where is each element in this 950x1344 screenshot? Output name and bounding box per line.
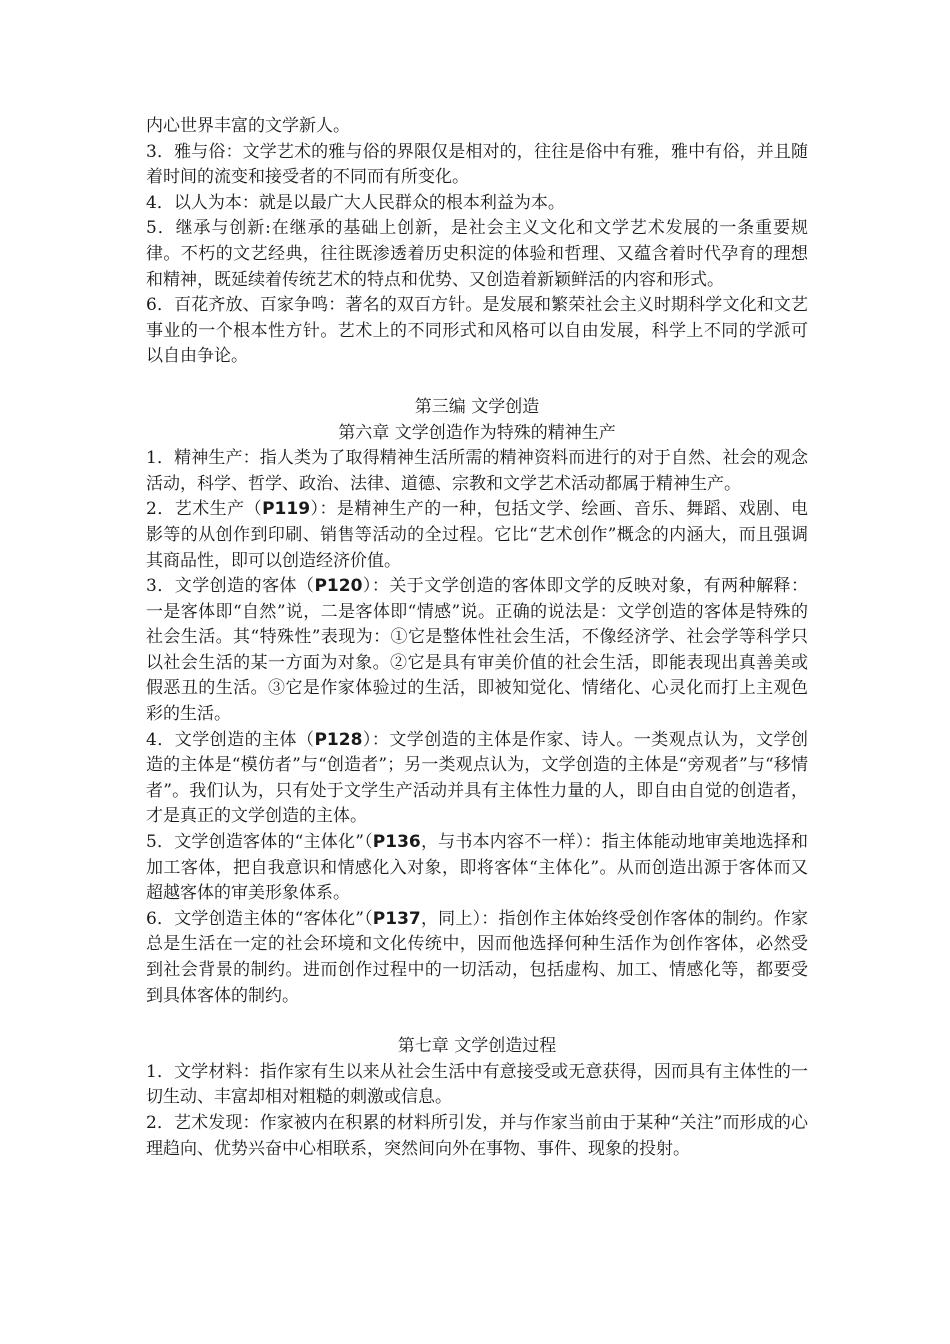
section-spacer — [146, 370, 808, 395]
item-body: ，同上）：指创作主体始终受创作客体的制约。作家总是生活在一定的社会环境和文化传统中，因而他选择何种生活作为创作客体，必然受到社会背景的制约。进而创作过程中的一切活动，包括虚构、加工、情感化等，都要受到具体客体的制约。 — [146, 908, 808, 1006]
item-body: ）：是精神生产的一种，包括文学、绘画、音乐、舞蹈、戏剧、电影等的从创作到印刷、销售等活动的全过程。它比“艺术创作”概念的内涵大，而且强调其商品性，即可以创造经济价值。 — [146, 499, 808, 571]
item-heading: 6．文学创造主体的“客体化”（ — [146, 908, 373, 929]
chapter-6-title: 第六章 文学创造作为特殊的精神生产 — [338, 422, 616, 443]
item-heading: 4．文学创造的主体（ — [146, 729, 315, 750]
page-reference: P120 — [314, 576, 363, 597]
item-heading: 3．文学创造的客体（ — [146, 576, 315, 597]
item-heading: 5．文学创造客体的“主体化”（ — [146, 832, 373, 853]
ch6-item-4 — [146, 728, 808, 830]
part-title: 第三编 文学创造 — [414, 396, 540, 417]
chapter-7-title: 第七章 文学创造过程 — [397, 1036, 557, 1057]
ch6-item-2 — [146, 497, 808, 574]
item-body: ）：文学创造的主体是作家、诗人。一类观点认为，文学创造的主体是“模仿者”与“创造者”；另一类观点认为，文学创造的主体是“旁观者”与“移情者”。我们认为，只有处于文学生产活动并具有主体性力量的人，即自由自觉的创造者，才是真正的文学创造的主体。 — [146, 729, 808, 827]
ch6-item-5 — [146, 830, 808, 907]
intro-paragraph-continuation: 内心世界丰富的文学新人。 — [146, 116, 350, 136]
ch7-item-1: 1．文学材料：指作家有生以来从社会生活中有意接受或无意获得，因而具有主体性的一切生动、丰富却相对粗糙的刺激或信息。 — [146, 1061, 808, 1108]
page-reference: P136 — [372, 832, 421, 853]
section-spacer — [146, 1009, 808, 1034]
ch6-item-1: 1．精神生产：指人类为了取得精神生活所需的精神资料而进行的对于自然、社会的观念活动，科学、哲学、政治、法律、道德、宗教和文学艺术活动都属于精神生产。 — [146, 448, 808, 494]
intro-item-6: 6．百花齐放、百家争鸣：著名的双百方针。是发展和繁荣社会主义时期科学文化和文艺事业的一个根本性方针。艺术上的不同形式和风格可以自由发展，科学上不同的学派可以自由争论。 — [146, 295, 808, 367]
document-page — [146, 114, 808, 1162]
item-body: ，与书本内容不一样）：指主体能动地审美地选择和加工客体，把自我意识和情感化入对象，即将客体“主体化”。从而创造出源于客体而又超越客体的审美形象体系。 — [146, 832, 808, 904]
item-body: ）：关于文学创造的客体即文学的反映对象，有两种解释：一是客体即“自然”说，二是客体即“情感”说。正确的说法是：文学创造的客体是特殊的社会生活。其“特殊性”表现为：①它是整体性社会生活，不像经济学、社会学等科学只以社会生活的某一方面为对象。②它是具有审美价值的社会生活，即能表现出真善美或假恶丑的生活。③它是作家体验过的生活，即被知觉化、情绪化、心灵化而打上主观色彩的生活。 — [146, 576, 808, 725]
page-reference: P119 — [262, 499, 311, 520]
ch6-item-6 — [146, 907, 808, 1009]
intro-item-4: 4．以人为本：就是以最广大人民群众的根本利益为本。 — [146, 192, 565, 213]
ch6-item-3 — [146, 574, 808, 728]
page-reference: P128 — [314, 729, 363, 750]
intro-item-5: 5．继承与创新:在继承的基础上创新，是社会主义文化和文学艺术发展的一条重要规律。不朽的文艺经典，往往既渗透着历史积淀的体验和哲理、又蕴含着时代孕育的理想和精神，既延续着传统艺术的特点和优势、又创造着新颖鲜活的内容和形式。 — [146, 218, 808, 290]
page-reference: P137 — [372, 908, 421, 929]
intro-item-3: 3．雅与俗：文学艺术的雅与俗的界限仅是相对的，往往是俗中有雅，雅中有俗，并且随着时间的流变和接受者的不同而有所变化。 — [146, 141, 808, 188]
ch7-item-2: 2．艺术发现：作家被内在积累的材料所引发，并与作家当前由于某种“关注”而形成的心理趋向、优势兴奋中心相联系，突然间向外在事物、事件、现象的投射。 — [146, 1112, 808, 1159]
item-heading: 2．艺术生产（ — [146, 499, 263, 520]
